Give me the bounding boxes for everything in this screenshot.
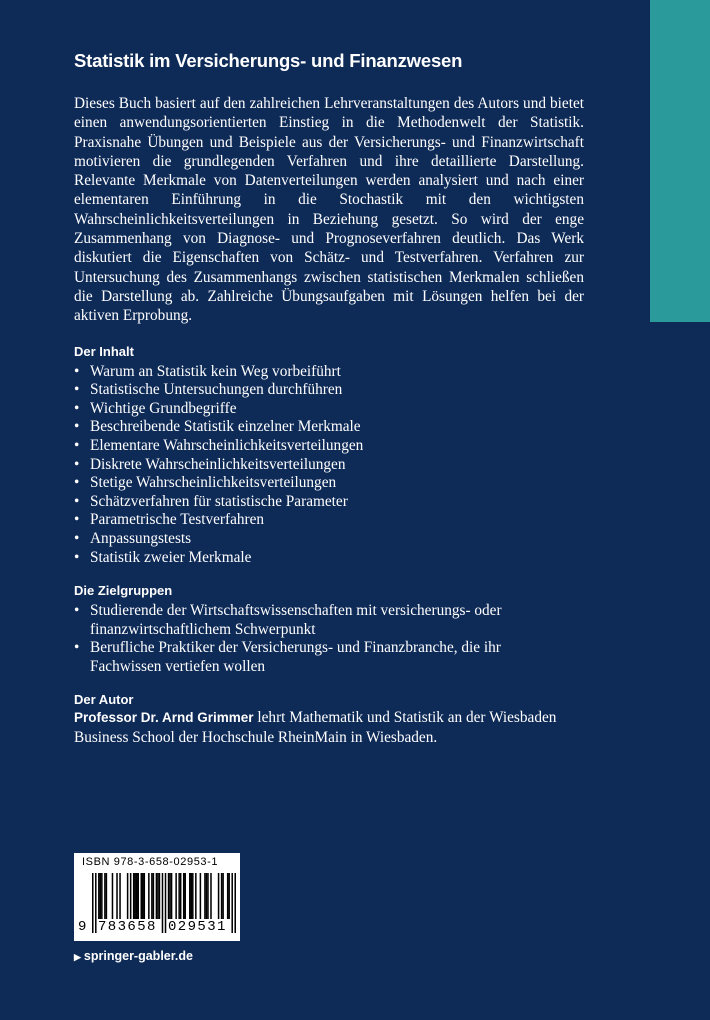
barcode-bar <box>206 873 208 919</box>
barcode-bar <box>184 873 186 919</box>
barcode-bar <box>218 873 220 919</box>
barcode-bar <box>148 873 150 919</box>
target-groups-heading: Die Zielgruppen <box>74 583 173 599</box>
barcode-box <box>74 853 240 941</box>
book-description: Dieses Buch basiert auf den zahlreichen Lehrveranstaltungen des Autors und bietet einen anwendungsorientierten Einstieg in die Methodenwelt der Statistik. Praxisnahe Übungen und Beispiele aus der Versicherungs- und Finanzwirtschaft motivieren die grundlegenden Verfahren und ihre detaillierte Darstellung. Relevante Merkmale von Datenverteilungen werden analysiert und nach einer elementaren Einführung in die Stochastik mit den wichtigsten Wahrscheinlichkeitsverteilungen in Beziehung gesetzt. So wird der enge Zusammenhang von Diagnose- und Prognoseverfahren deutlich. Das Werk diskutiert die Eigenschaften von Schätz- und Testverfahren. Verfahren zur Untersuchung des Zusammenhangs zwischen statistischen Merkmalen schließen die Darstellung ab. Zahlreiche Übungsaufgaben mit Lösungen helfen bei der aktiven Erprobung. <box>74 95 584 325</box>
barcode-bar <box>178 873 180 919</box>
ean-digits-right: 029531 <box>168 919 227 935</box>
barcode-bar <box>195 873 197 919</box>
barcode-bar <box>169 873 171 919</box>
barcode-bar <box>165 873 167 933</box>
list-item: • Elementare Wahrscheinlichkeitsverteilungen <box>74 437 584 456</box>
barcode-bar <box>156 873 158 919</box>
book-title: Statistik im Versicherungs- und Finanzwesen <box>74 50 463 71</box>
list-item: • Statistische Untersuchungen durchführen <box>74 381 584 400</box>
author-paragraph <box>74 708 584 747</box>
barcode-bar <box>227 873 229 919</box>
back-cover-content <box>74 50 584 747</box>
barcode-bar <box>191 873 193 919</box>
author-bio: lehrt Mathematik und Statistik an der Wiesbaden Business School der Hochschule RheinMain in Wiesbaden. <box>74 709 557 746</box>
barcode-bar <box>95 873 97 933</box>
barcode-bar <box>142 873 144 919</box>
barcode-bar <box>134 873 136 919</box>
website-label: springer-gabler.de <box>83 949 193 963</box>
barcode-bar <box>130 873 132 919</box>
list-item: • Beschreibende Statistik einzelner Merkmale <box>74 418 584 437</box>
barcode-bar <box>98 873 100 919</box>
barcode-bar <box>175 873 177 919</box>
barcode-bar <box>159 873 161 919</box>
author-heading: Der Autor <box>74 692 134 708</box>
ean-digits-left: 783658 <box>98 919 157 935</box>
barcode-bar <box>157 873 159 919</box>
barcode-bar <box>116 873 118 919</box>
list-item: • Anpassungstests <box>74 530 584 549</box>
list-item: • Berufliche Praktiker der Versicherungs- und Finanzbranche, die ihr Fachwissen vertiefen wollen <box>74 639 530 676</box>
barcode-bar <box>171 873 173 919</box>
barcode-bar <box>168 873 170 919</box>
list-item: • Wichtige Grundbegriffe <box>74 400 584 419</box>
arrow-right-icon: ▶ <box>74 952 81 962</box>
barcode-bar <box>162 873 164 933</box>
list-item: • Parametrische Testverfahren <box>74 511 584 530</box>
barcode-bar <box>119 873 121 919</box>
barcode-bar <box>92 873 94 933</box>
contents-heading: Der Inhalt <box>74 343 134 359</box>
barcode-bar <box>141 873 143 919</box>
list-item: • Schätzverfahren für statistische Parameter <box>74 493 584 512</box>
barcode-bar <box>207 873 209 919</box>
barcode-bar <box>112 873 114 919</box>
list-item: • Studierende der Wirtschaftswissenschaften mit versicherungs- oder finanzwirtschaftlichem Schwerpunkt <box>74 602 530 639</box>
isbn-label: ISBN 978-3-658-02953-1 <box>82 856 219 868</box>
barcode-bar <box>192 873 194 919</box>
barcode-bar <box>137 873 139 919</box>
barcode-bar <box>221 873 223 919</box>
ean-digit-first: 9 <box>78 919 87 935</box>
barcode-bar <box>101 873 103 919</box>
barcode-bar <box>228 873 230 919</box>
accent-bar <box>650 0 710 322</box>
website-link[interactable] <box>74 949 193 963</box>
barcode-bar <box>153 873 155 919</box>
barcode-bar <box>144 873 146 919</box>
barcode-bar <box>234 873 236 933</box>
list-item: • Statistik zweier Merkmale <box>74 549 584 568</box>
barcode-bar <box>210 873 212 919</box>
barcode-bar <box>100 873 102 919</box>
barcode-bar <box>180 873 182 919</box>
barcode-bar <box>104 873 106 919</box>
barcode-bar <box>136 873 138 919</box>
barcode-bar <box>222 873 224 919</box>
list-item: • Warum an Statistik kein Weg vorbeiführt <box>74 363 584 382</box>
barcode-bar <box>231 873 233 933</box>
barcode-bar <box>204 873 206 919</box>
barcode-bar <box>106 873 108 919</box>
author-name: Professor Dr. Arnd Grimmer <box>74 710 254 726</box>
barcode-bar <box>200 873 202 919</box>
list-item: • Stetige Wahrscheinlichkeitsverteilungen <box>74 474 584 493</box>
barcode-bar <box>133 873 135 919</box>
list-item: • Diskrete Wahrscheinlichkeitsverteilungen <box>74 456 584 475</box>
barcode-bar <box>189 873 191 919</box>
barcode-bar <box>183 873 185 919</box>
barcode-bar <box>127 873 129 919</box>
target-groups-list <box>74 602 584 676</box>
barcode-bar <box>151 873 153 919</box>
contents-list <box>74 363 584 568</box>
